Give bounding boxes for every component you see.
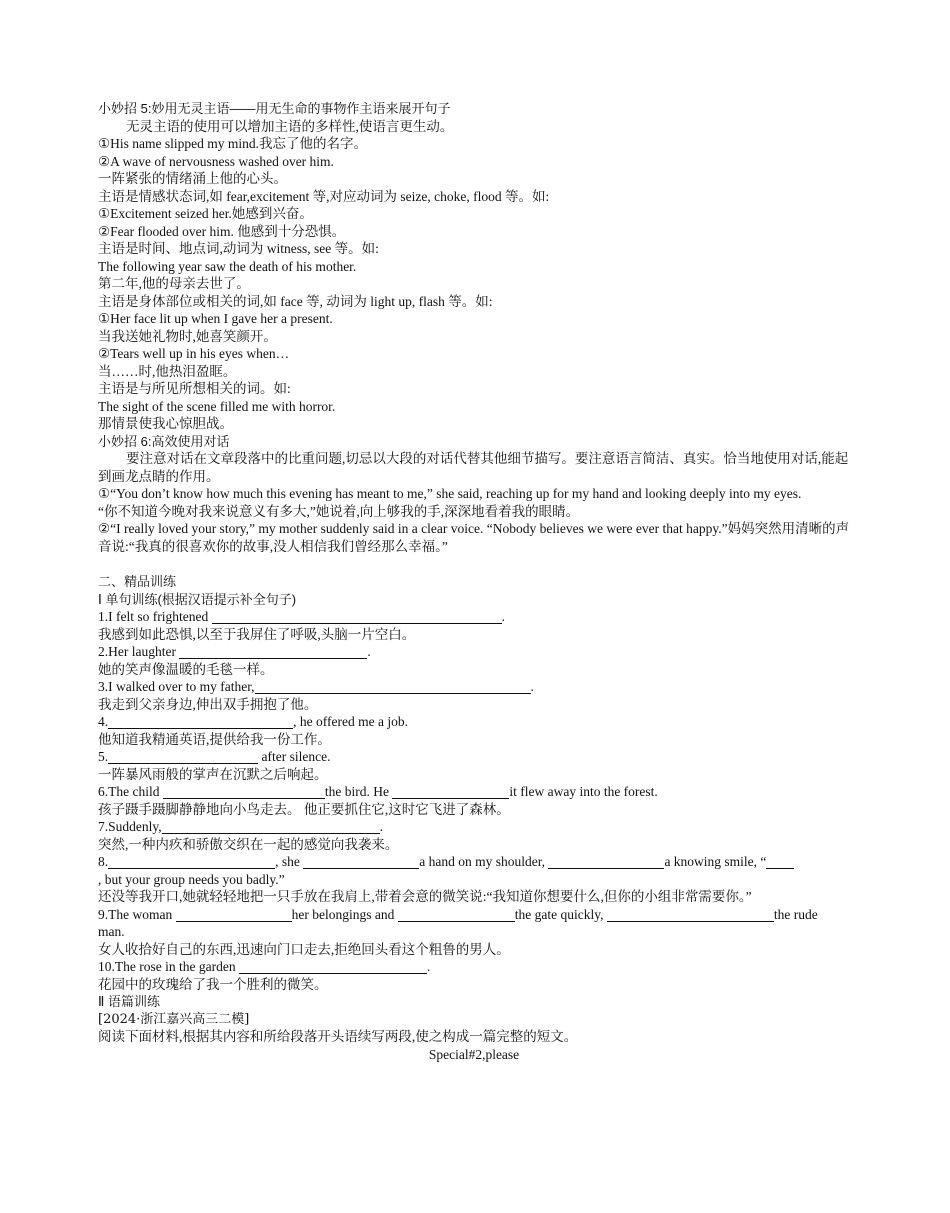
answer-blank-4[interactable] [108,714,293,729]
trick5-rule-1: 主语是情感状态词,如 fear,excitement 等,对应动词为 seize, choke, flood 等。如: [98,188,550,204]
question-7-text: 7.Suddenly, [98,819,162,834]
question-9-part-b: her belongings and [291,906,398,922]
question-1-text: 1.I felt so frightened [98,609,209,624]
trick6-title: 小妙招 6:高效使用对话 [98,433,230,449]
question-3-text: 3.I walked over to my father, [98,679,255,694]
question-8-part-b: , she [275,854,304,869]
period: . [426,959,431,974]
answer-blank-9c[interactable] [607,907,774,922]
period: . [379,819,383,834]
trick5-rule-1-example-1: ①Excitement seized her.她感到兴奋。 [98,206,313,221]
answer-blank-8d[interactable] [766,854,794,869]
trick5-intro: 无灵主语的使用可以增加主语的多样性,使语言更生动。 [126,118,454,134]
trick5-rule-4-en: The sight of the scene filled me with horror. [98,398,336,414]
question-2-text: 2.Her laughter [98,644,176,659]
question-4 [98,713,850,731]
question-5-number: 5. [98,749,109,764]
section2-title: 二、精品训练 [98,574,177,589]
question-9-continued: man. [98,924,125,939]
question-10 [98,958,850,976]
question-1 [98,608,850,626]
trick5-rule-3-example-2-cn: 当……时,他热泪盈眶。 [98,363,237,379]
trick5-rule-2-cn: 第二年,他的母亲去世了。 [98,276,250,291]
trick6-example-1-en: ①“You don’t know how much this evening has meant to me,” she said, reaching up for my hand and looking deeply into my eyes. [98,486,802,501]
period: . [530,679,534,694]
question-9-cn: 女人收拾好自己的东西,迅速向门口走去,拒绝回头看这个粗鲁的男人。 [98,941,510,957]
trick5-example-2-en: ②A wave of nervousness washed over him. [98,153,334,169]
answer-blank-1[interactable] [212,609,502,624]
question-2 [98,643,850,661]
trick5-rule-4: 主语是与所见所想相关的词。如: [98,381,291,396]
trick5-rule-2: 主语是时间、地点词,动词为 witness, see 等。如: [98,241,379,256]
question-10-text: 10.The rose in the garden [98,959,239,974]
part1-title: Ⅰ 单句训练(根据汉语提示补全句子) [98,591,297,607]
answer-blank-6b[interactable] [392,784,509,799]
trick5-rule-2-en: The following year saw the death of his mother. [98,258,357,274]
trick6-intro: 要注意对话在文章段落中的比重问题,切忌以大段的对话代替其他细节描写。要注意语言简洁、真实。恰当地使用对话,能起到画龙点睛的作用。 [98,451,849,484]
question-5-text: after silence. [258,749,331,764]
answer-blank-8b[interactable] [303,854,419,869]
question-7 [98,818,850,836]
question-9-part-c: the gate quickly, [514,906,607,922]
question-4-number: 4. [98,714,109,729]
question-3-cn: 我走到父亲身边,伸出双手拥抱了他。 [98,696,318,712]
question-8-cn: 还没等我开口,她就轻轻地把一只手放在我肩上,带着会意的微笑说:“我知道你想要什么,但你的小组非常需要你。” [98,889,752,904]
question-9 [98,906,850,924]
question-7-cn: 突然,一种内疚和骄傲交织在一起的感觉向我袭来。 [98,836,399,852]
part2-title: Ⅱ 语篇训练 [98,994,161,1009]
trick5-rule-1-example-2: ②Fear flooded over him. 他感到十分恐惧。 [98,223,346,239]
answer-blank-10[interactable] [239,959,427,974]
answer-blank-9b[interactable] [398,907,515,922]
question-6 [98,783,850,801]
question-4-cn: 他知道我精通英语,提供给我一份工作。 [98,731,331,747]
question-8 [98,853,850,871]
exam-source: [2024·浙江嘉兴高三二模] [98,1011,250,1027]
question-10-cn: 花园中的玫瑰给了我一个胜利的微笑。 [98,976,328,992]
trick5-rule-3-example-1-cn: 当我送她礼物时,她喜笑颜开。 [98,328,277,344]
question-5 [98,748,850,766]
answer-blank-8a[interactable] [108,854,275,869]
answer-blank-7[interactable] [162,819,380,834]
question-8-part-a: 8. [98,854,109,869]
period: . [501,609,505,624]
trick6-example-1-cn: “你不知道今晚对我来说意义有多大,”她说着,向上够我的手,深深地看着我的眼睛。 [98,503,580,519]
question-5-cn: 一阵暴风雨般的掌声在沉默之后响起。 [98,766,328,782]
answer-blank-3[interactable] [255,679,531,694]
question-9-part-a: 9.The woman [98,906,176,922]
question-1-cn: 我感到如此恐惧,以至于我屏住了呼吸,头脑一片空白。 [98,626,416,642]
answer-blank-5[interactable] [108,749,258,764]
question-6-part-b: the bird. He [324,784,393,799]
trick5-rule-3-example-2-en: ②Tears well up in his eyes when… [98,346,290,361]
question-6-cn: 孩子蹑手蹑脚静静地向小鸟走去。 他正要抓住它,这时它飞进了森林。 [98,801,510,817]
trick5-example-2-cn: 一阵紧张的情绪涌上他的心头。 [98,171,287,186]
answer-blank-6a[interactable] [163,784,325,799]
question-4-text: , he offered me a job. [293,714,408,729]
spacer [98,555,850,573]
question-2-cn: 她的笑声像温暖的毛毯一样。 [98,661,274,677]
passage-title: Special#2,please [428,1046,520,1062]
question-8-part-c: a hand on my shoulder, [419,854,549,869]
writing-instruction: 阅读下面材料,根据其内容和所给段落开头语续写两段,使之构成一篇完整的短文。 [98,1029,578,1044]
question-6-part-a: 6.The child [98,784,163,799]
trick5-example-1: ①His name slipped my mind.我忘了他的名字。 [98,136,367,151]
answer-blank-8c[interactable] [548,854,664,869]
period: . [367,644,371,659]
trick5-rule-3-example-1-en: ①Her face lit up when I gave her a present. [98,311,333,326]
question-3 [98,678,850,696]
question-8-part-d: a knowing smile, “ [664,854,767,869]
question-9-part-d: the rude [773,906,818,922]
trick5-title: 小妙招 5:妙用无灵主语——用无生命的事物作主语来展开句子 [98,101,451,116]
answer-blank-2[interactable] [179,644,367,659]
trick5-rule-3: 主语是身体部位或相关的词,如 face 等, 动词为 light up, flash 等。如: [98,293,493,309]
question-6-part-c: it flew away into the forest. [509,784,658,799]
question-8-continued: , but your group needs you badly.” [98,871,285,887]
answer-blank-9a[interactable] [176,907,292,922]
trick5-rule-4-cn: 那情景使我心惊胆战。 [98,416,233,431]
trick6-example-2: ②“I really loved your story,” my mother suddenly said in a clear voice. “Nobody believes we were ever that happy.”妈妈突然用清晰的声音说:“我真的很喜欢你的故事,没人相信我们曾经那么幸福。” [98,521,850,554]
